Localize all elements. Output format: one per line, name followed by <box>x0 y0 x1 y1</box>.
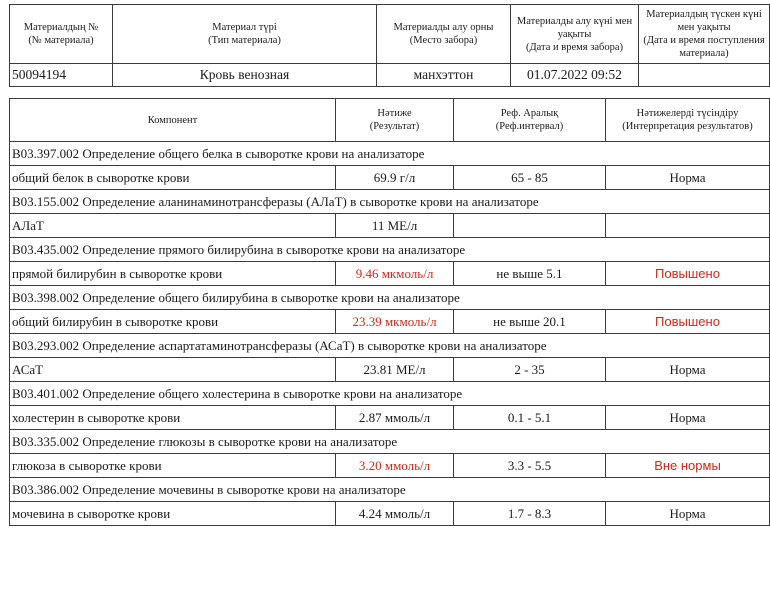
test-section-title: B03.435.002 Определение прямого билирубина в сыворотке крови на анализаторе <box>10 238 770 262</box>
result-row <box>10 262 770 286</box>
test-section-title: B03.401.002 Определение общего холестерина в сыворотке крови на анализаторе <box>10 382 770 406</box>
collection-place: манхэттон <box>377 64 511 87</box>
received-datetime <box>639 64 770 87</box>
test-section-row <box>10 478 770 502</box>
material-header-row <box>10 5 770 64</box>
results-body <box>10 142 770 526</box>
interpretation: Норма <box>606 166 770 190</box>
test-section-row <box>10 238 770 262</box>
reference-header: Реф. Аралық (Реф.интервал) <box>454 99 606 142</box>
result-row <box>10 214 770 238</box>
test-section-title: B03.335.002 Определение глюкозы в сыворотке крови на анализаторе <box>10 430 770 454</box>
interpretation: Вне нормы <box>606 454 770 478</box>
test-section-row <box>10 142 770 166</box>
interpretation: Норма <box>606 358 770 382</box>
result-value: 11 МЕ/л <box>336 214 454 238</box>
collection-place-header: Материалды алу орны (Место забора) <box>377 5 511 64</box>
result-value: 23.39 мкмоль/л <box>336 310 454 334</box>
test-section-row <box>10 334 770 358</box>
interpretation-header: Нәтижелерді түсіндіру (Интерпретация результатов) <box>606 99 770 142</box>
interpretation: Норма <box>606 502 770 526</box>
collection-datetime: 01.07.2022 09:52 <box>511 64 639 87</box>
reference-range: 0.1 - 5.1 <box>454 406 606 430</box>
material-type-header: Материал түрі (Тип материала) <box>113 5 377 64</box>
reference-range: не выше 20.1 <box>454 310 606 334</box>
component-name: общий белок в сыворотке крови <box>10 166 336 190</box>
component-name: глюкоза в сыворотке крови <box>10 454 336 478</box>
reference-range <box>454 214 606 238</box>
component-name: холестерин в сыворотке крови <box>10 406 336 430</box>
result-value: 3.20 ммоль/л <box>336 454 454 478</box>
interpretation: Повышено <box>606 262 770 286</box>
interpretation <box>606 214 770 238</box>
material-number-header: Материалдың № (№ материала) <box>10 5 113 64</box>
result-value: 9.46 мкмоль/л <box>336 262 454 286</box>
test-section-title: B03.155.002 Определение аланинаминотрансферазы (АЛаТ) в сыворотке крови на анализаторе <box>10 190 770 214</box>
test-section-row <box>10 430 770 454</box>
interpretation: Повышено <box>606 310 770 334</box>
result-header: Нәтиже (Результат) <box>336 99 454 142</box>
result-value: 23.81 МЕ/л <box>336 358 454 382</box>
reference-range: 65 - 85 <box>454 166 606 190</box>
component-name: общий билирубин в сыворотке крови <box>10 310 336 334</box>
material-info-table <box>9 4 770 87</box>
results-header-row <box>10 99 770 142</box>
result-row <box>10 502 770 526</box>
component-name: АЛаТ <box>10 214 336 238</box>
component-header: Компонент <box>10 99 336 142</box>
result-row <box>10 166 770 190</box>
test-section-row <box>10 286 770 310</box>
material-number: 50094194 <box>10 64 113 87</box>
material-data-row <box>10 64 770 87</box>
reference-range: 2 - 35 <box>454 358 606 382</box>
test-section-title: B03.293.002 Определение аспартатаминотрансферазы (АСаТ) в сыворотке крови на анализаторе <box>10 334 770 358</box>
result-value: 69.9 г/л <box>336 166 454 190</box>
reference-range: не выше 5.1 <box>454 262 606 286</box>
result-row <box>10 310 770 334</box>
collection-datetime-header: Материалды алу күні мен уақыты (Дата и время забора) <box>511 5 639 64</box>
material-type: Кровь венозная <box>113 64 377 87</box>
result-value: 2.87 ммоль/л <box>336 406 454 430</box>
component-name: прямой билирубин в сыворотке крови <box>10 262 336 286</box>
result-row <box>10 358 770 382</box>
result-value: 4.24 ммоль/л <box>336 502 454 526</box>
test-section-title: B03.398.002 Определение общего билирубина в сыворотке крови на анализаторе <box>10 286 770 310</box>
test-section-row <box>10 190 770 214</box>
test-section-title: B03.386.002 Определение мочевины в сыворотке крови на анализаторе <box>10 478 770 502</box>
reference-range: 3.3 - 5.5 <box>454 454 606 478</box>
results-table <box>9 98 770 526</box>
reference-range: 1.7 - 8.3 <box>454 502 606 526</box>
component-name: АСаТ <box>10 358 336 382</box>
test-section-title: B03.397.002 Определение общего белка в сыворотке крови на анализаторе <box>10 142 770 166</box>
result-row <box>10 406 770 430</box>
interpretation: Норма <box>606 406 770 430</box>
received-datetime-header: Материалдың түскен күні мен уақыты (Дата и время поступления материала) <box>639 5 770 64</box>
test-section-row <box>10 382 770 406</box>
result-row <box>10 454 770 478</box>
component-name: мочевина в сыворотке крови <box>10 502 336 526</box>
